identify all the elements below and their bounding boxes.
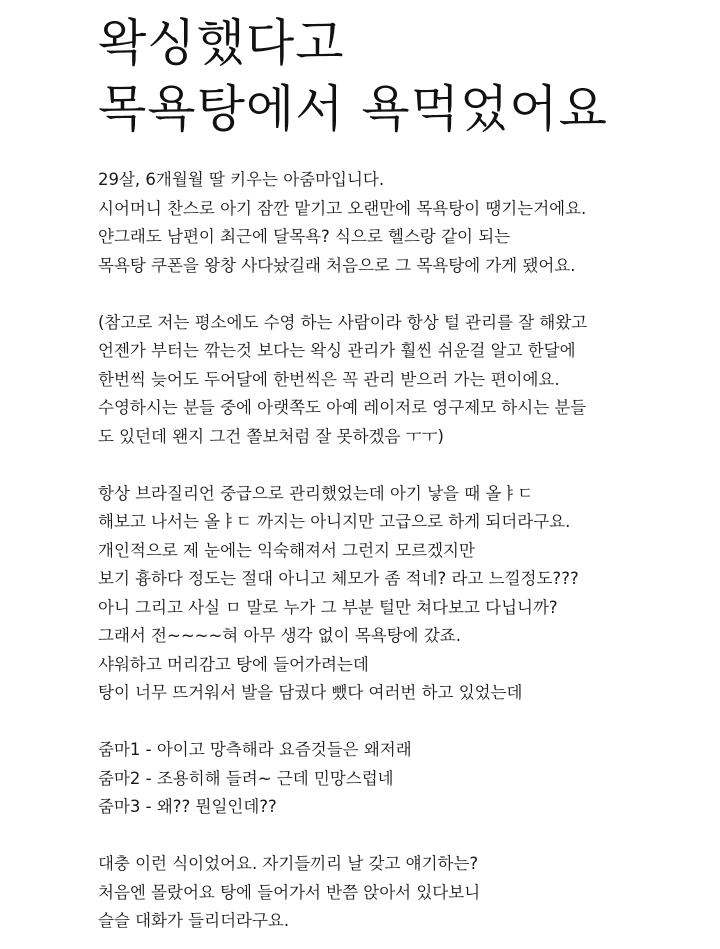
article-body <box>98 166 698 936</box>
body-line: 처음엔 몰랐어요 탕에 들어가서 반쯤 앉아서 있다보니 <box>98 882 481 902</box>
paragraph-1 <box>98 166 698 280</box>
body-line: 해보고 나서는 올ㅑㄷ 까지는 아니지만 고급으로 하게 되더라구요. <box>98 512 571 531</box>
body-line: 슬슬 대화가 들리더라구요. <box>98 911 290 930</box>
paragraph-spacer <box>98 708 698 737</box>
body-line: 보기 흉하다 정도는 절대 아니고 체모가 좀 적네? 라고 느낄정도??? <box>98 569 579 588</box>
paragraph-spacer <box>98 280 698 309</box>
body-line: 대충 이런 식이었어요. 자기들끼리 날 갖고 얘기하는? <box>98 854 479 873</box>
paragraph-5 <box>98 850 698 936</box>
body-line: 언젠가 부터는 깎는것 보다는 왁싱 관리가 훨씬 쉬운걸 알고 한달에 <box>98 341 576 360</box>
body-line: 목욕탕 쿠폰을 왕창 사다놨길래 처음으로 그 목욕탕에 가게 됐어요. <box>98 255 576 275</box>
article-title <box>98 10 608 142</box>
title-line-1: 왁싱했다고 <box>98 14 345 72</box>
paragraph-3 <box>98 480 698 708</box>
body-line: 개인적으로 제 눈에는 익숙해져서 그런지 모르겠지만 <box>98 540 475 560</box>
body-line: 도 있던데 왠지 그건 쫄보처럼 잘 못하겠음 ㅜㅜ) <box>98 426 444 446</box>
paragraph-spacer <box>98 451 698 480</box>
body-line: 탕이 너무 뜨거워서 발을 담궜다 뺐다 여러번 하고 있었는데 <box>98 683 523 702</box>
title-line-2: 목욕탕에서 욕먹었어요 <box>98 80 608 138</box>
body-line: 항상 브라질리언 중급으로 관리했었는데 아기 낳을 때 올ㅑㄷ <box>98 483 534 503</box>
body-line: 줌마1 - 아이고 망측해라 요즘것들은 왜저래 <box>98 740 412 759</box>
body-line: 줌마3 - 왜?? 뭔일인데?? <box>98 797 277 816</box>
body-line: 얀그래도 남편이 최근에 달목욕? 식으로 헬스랑 같이 되는 <box>98 227 511 246</box>
paragraph-4 <box>98 736 698 822</box>
body-line: 그래서 전~~~~혀 아무 생각 없이 목욕탕에 갔죠. <box>98 626 461 645</box>
body-line: 시어머니 찬스로 아기 잠깐 맡기고 오랜만에 목욕탕이 땡기는거에요. <box>98 198 587 218</box>
paragraph-2 <box>98 309 698 452</box>
body-line: 수영하시는 분들 중에 아랫쪽도 아예 레이저로 영구제모 하시는 분들 <box>98 398 587 417</box>
body-line: 한번씩 늦어도 두어달에 한번씩은 꼭 관리 받으러 가는 편이에요. <box>98 369 560 389</box>
body-line: (참고로 저는 평소에도 수영 하는 사람이라 항상 털 관리를 잘 해왔고 <box>98 312 588 332</box>
body-line: 29살, 6개월월 딸 키우는 아줌마입니다. <box>98 170 385 189</box>
body-line: 아니 그리고 사실 ㅁ 말로 누가 그 부분 털만 쳐다보고 다닙니까? <box>98 597 558 617</box>
body-line: 줌마2 - 조용히해 들려~ 근데 민망스럽네 <box>98 768 394 788</box>
paragraph-spacer <box>98 822 698 851</box>
body-line: 샤워하고 머리감고 탕에 들어가려는데 <box>98 654 369 674</box>
